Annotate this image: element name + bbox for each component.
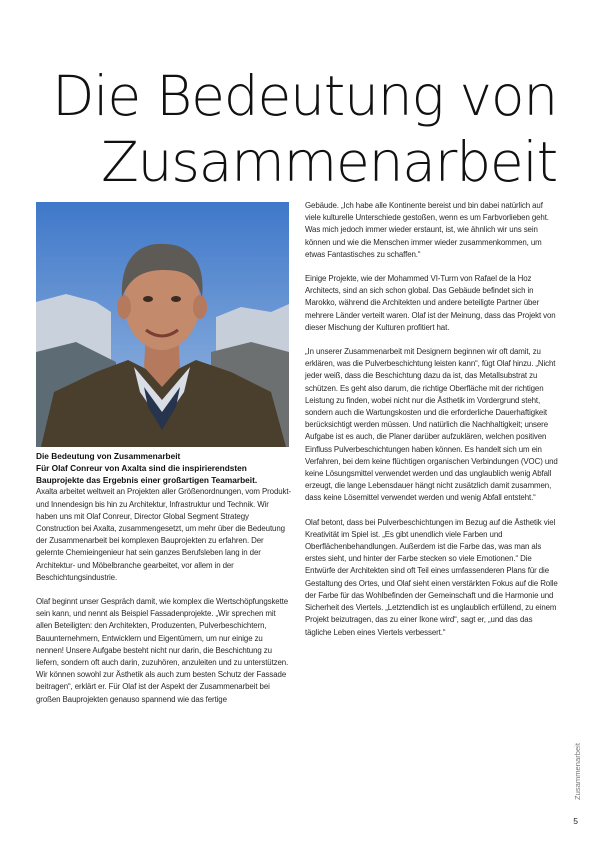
page-title: [37, 63, 557, 195]
right-column: [305, 200, 558, 651]
caption-title: Die Bedeutung von Zusammenarbeit: [36, 451, 181, 461]
portrait-photo: [36, 202, 289, 447]
body-paragraph: Axalta arbeitet weltweit an Projekten aller Größenordnungen, vom Produkt- und Innendesign bis hin zu Architektur, Infrastruktur und Technik. Wir haben uns mit Olaf Conreur, Director Global Segment Strategy Construction bei Axalta, zusammengesetzt, um mehr über die Bedeutung der Zusammenarbeit bei komplexen Bauprojekten zu erfahren. Der gelernte Chemieingenieur hat sein ganzes Berufsleben lang in der Architektur- und Möbelbranche gearbeitet, vor allem in der Beschichtungsindustrie.: [36, 487, 291, 582]
body-paragraph: „In unserer Zusammenarbeit mit Designern beginnen wir oft damit, zu erklären, was die Pulverbeschichtung leisten kann“, fügt Olaf hinzu. „Nicht jeder weiß, dass die Beschichtung dazu da ist, das Metallsubstrat zu schützen. Es geht also darum, die richtige Oberfläche mit der richtigen Leistung zu finden, wobei nicht nur die Ästhetik im Vordergrund steht, sondern auch die Wartungskosten und die erforderliche Dauerhaftigkeit berücksichtigt werden müssen. Und natürlich die Nachhaltigkeit; unsere Aufgabe ist es auch, die Planer darüber aufzuklären, welchen positiven Einfluss Pulverbeschichtungen haben können. Es handelt sich um ein Verfahren, bei dem keine flüchtigen organischen Verbindungen (VOC) und keine Lösungsmittel verwendet werden und das unglaublich wenig Abfall erzeugt, die lange Lebensdauer hängt nicht zusätzlich damit zusammen, dass keine Lösemittel verwendet werden und wenig Abfall entsteht.“: [305, 347, 558, 503]
section-side-label: Zusammenarbeit: [573, 743, 582, 800]
caption-lead: Für Olaf Conreur von Axalta sind die inspirierendsten Bauprojekte das Ergebnis einer großartigen Teamarbeit.: [36, 462, 258, 485]
body-paragraph: Olaf betont, dass bei Pulverbeschichtungen im Bezug auf die Ästhetik viel Kreativität im Spiel ist. „Es gibt unendlich viele Farben und Oberflächenbehandlungen. Außerdem ist die Farbe das, was man als erstes sieht, und hinter der Farbe stecken so viele Emotionen.“ Die Entwürfe der Architekten sind oft Teil eines umfassenderen Plans für die Gestaltung des Ortes, und Olaf sieht einen verstärkten Fokus auf die Rolle der Farbe für das Wohlbefinden der Gemeinschaft und die Harmonie und Sicherheit des Viertels. „Letztendlich ist es unglaublich erfüllend, zu einem Projekt beizutragen, das zu einer Ikone wird“, sagt er, „und das das tägliche Leben eines Viertels verbessert.“: [305, 517, 558, 637]
body-paragraph: Olaf beginnt unser Gespräch damit, wie komplex die Wertschöpfungskette sein kann, und nennt als Beispiel Fassadenprojekte. „Wir sprechen mit allen Beteiligten: den Architekten, Produzenten, Pulverbeschichtern, Bauunternehmern, Entwicklern und Eigentümern, um nur einige zu nennen! Unsere Aufgabe besteht nicht nur darin, die Beschichtung zu liefern, sondern oft auch darin, zuzuhören, anzuleiten und zu unterstützen. Wir können sowohl zur Ästhetik als auch zum besten Schutz der Fassade beitragen“, erklärt er. Für Olaf ist der Aspekt der Zusammenarbeit bei großen Bauprojekten genauso spannend wie das fertige: [36, 597, 289, 704]
body-paragraph: Gebäude. „Ich habe alle Kontinente bereist und bin dabei natürlich auf viele kulturelle Unterschiede gestoßen, wenn es um Farbvorlieben geht. Was mich jedoch immer wieder erstaunt, ist, wie ähnlich wir uns sein können und wie die Menschen immer wieder zusammenkommen, um etwas Fantastisches zu schaffen.“: [305, 201, 549, 259]
photo-caption: [36, 451, 292, 486]
left-column: [36, 451, 292, 718]
page-title-line-1: Die Bedeutung von: [52, 63, 557, 128]
page-number: 5: [573, 816, 578, 826]
page-title-line-2: Zusammenarbeit: [101, 129, 557, 194]
body-paragraph: Einige Projekte, wie der Mohammed VI-Turm von Rafael de la Hoz Architects, sind an sich schon global. Das Gebäude befindet sich in Marokko, während die Architekten und andere beteiligte Partner über mehrere Länder verteilt waren. Olaf ist der Meinung, dass das Projekt von dieser Mischung der Kulturen profitiert hat.: [305, 274, 556, 332]
